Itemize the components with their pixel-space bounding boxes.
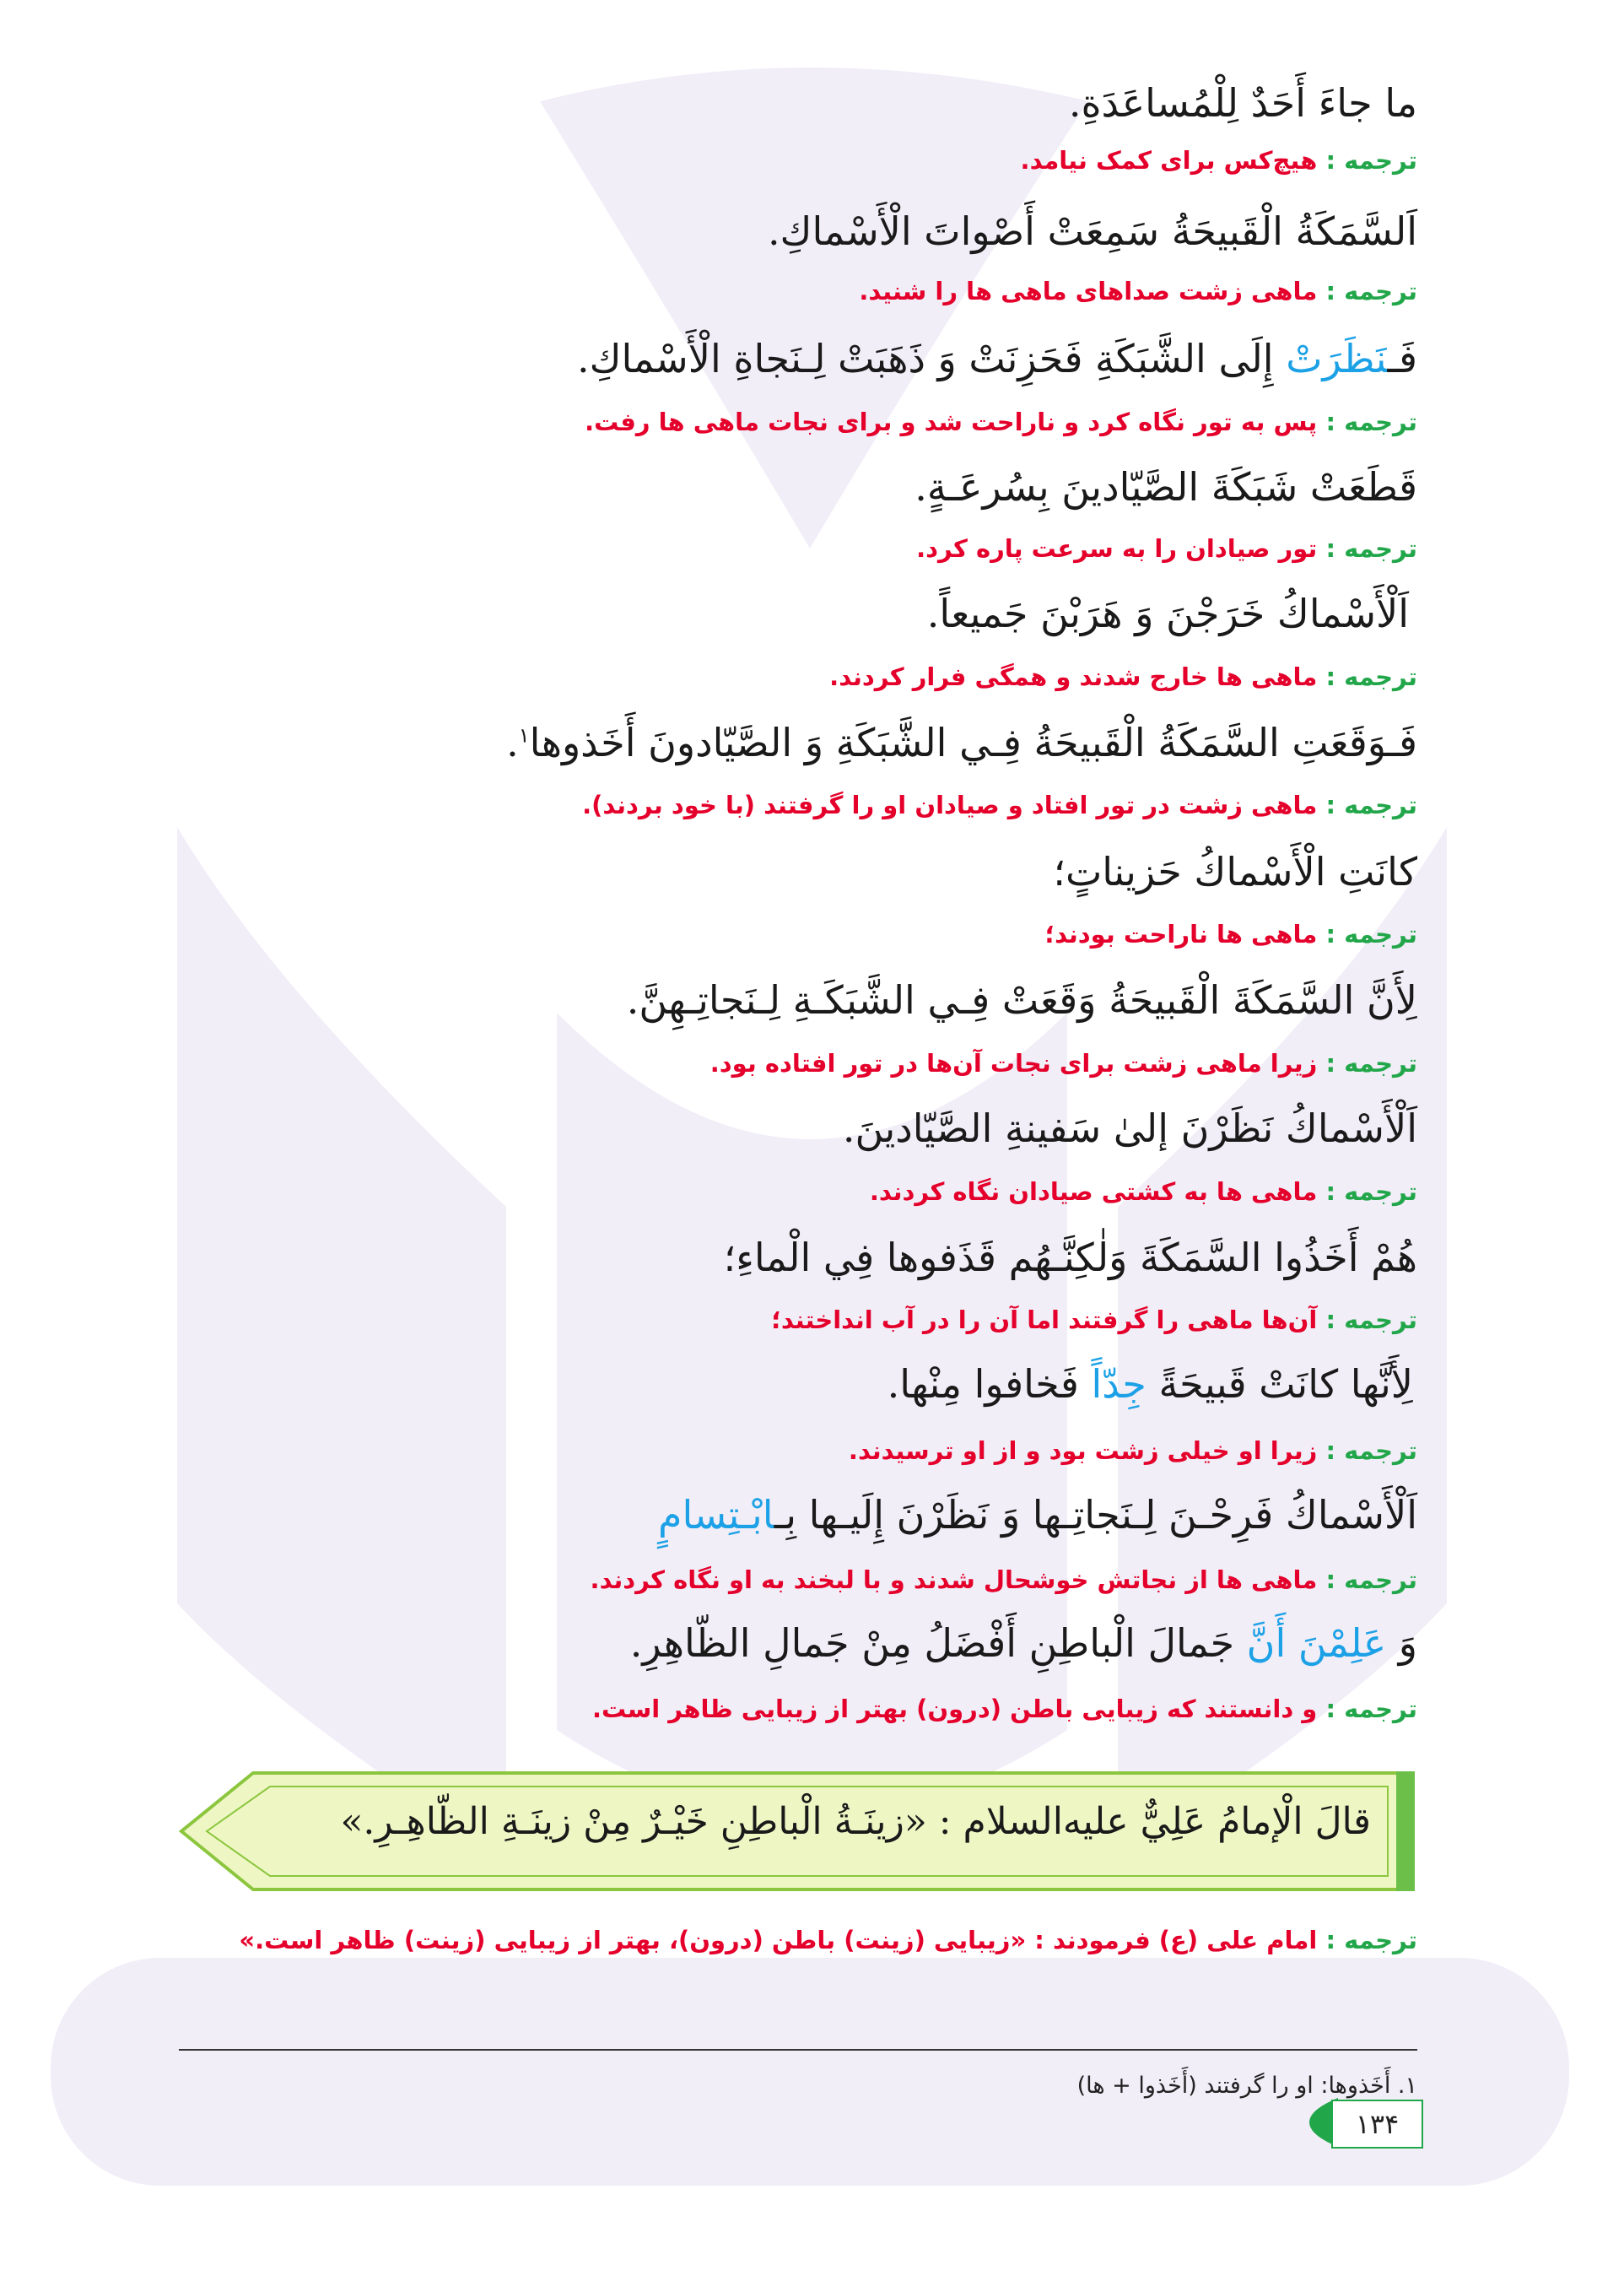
footnote-divider — [179, 2049, 1417, 2051]
translation-text: و دانستند که زیبایی باطن (درون) بهتر از زیبایی ظاهر است. — [592, 1695, 1318, 1723]
translation-11 — [849, 1436, 1417, 1466]
arabic-sentence-2: اَلسَّمَكَةُ الْقَبیحَةُ سَمِعَتْ أَصْواتَ الْأَسْماكِ. — [767, 208, 1417, 254]
footnote-marker: ۱ — [518, 723, 530, 748]
translation-text: آن‌ها ماهی را گرفتند اما آن را در آب انداختند؛ — [771, 1305, 1318, 1334]
highlighted-word: ابْـتِسامٍ — [658, 1492, 774, 1538]
arabic-text: . — [506, 720, 519, 765]
translation-label: ترجمه : — [1325, 534, 1417, 563]
translation-4 — [916, 534, 1417, 564]
arabic-text: إِلَی الشَّبَكَةِ فَحَزِنَتْ وَ ذَهَبَتْ لِـنَجاةِ الْأَسْماكِ. — [577, 336, 1287, 381]
translation-text: ماهی زشت در تور افتاد و صیادان او را گرفتند (با خود بردند). — [582, 791, 1318, 819]
translation-label: ترجمه : — [1325, 146, 1417, 175]
quote-translation — [239, 1926, 1417, 1955]
translation-7 — [1045, 920, 1417, 949]
translation-text: ماهی ها به کشتی صیادان نگاه کردند. — [869, 1177, 1318, 1206]
highlighted-word: جِدّاً — [1091, 1361, 1147, 1407]
translation-label: ترجمه : — [1325, 1305, 1417, 1334]
translation-text: ماهی ها از نجاتش خوشحال شدند و با لبخند به او نگاه کردند. — [590, 1565, 1318, 1594]
translation-label: ترجمه : — [1325, 408, 1417, 436]
translation-text: ماهی زشت صداهای ماهی ها را شنید. — [859, 277, 1318, 305]
translation-label: ترجمه : — [1325, 791, 1417, 819]
translation-text: زیرا ماهی زشت برای نجات آن‌ها در تور افتاده بود. — [709, 1049, 1318, 1078]
translation-3 — [585, 408, 1417, 437]
arabic-text: جَمالَ الْباطِنِ أَفْضَلُ مِنْ جَمالِ الظّاهِرِ. — [629, 1620, 1247, 1666]
translation-label: ترجمه : — [1325, 1436, 1417, 1465]
arabic-sentence-3 — [577, 336, 1417, 382]
footnote: ۱. أَخَذوها: او را گرفتند (أَخَذوا + ها) — [1076, 2073, 1417, 2099]
arabic-sentence-7: كانَتِ الْأَسْماكُ حَزیناتٍ؛ — [1053, 849, 1417, 895]
highlighted-word: نَظَرَتْ — [1286, 336, 1388, 381]
arabic-sentence-6 — [506, 720, 1417, 766]
translation-text: ماهی ها خارج شدند و همگی فرار کردند. — [829, 662, 1318, 691]
arabic-sentence-12 — [658, 1492, 1417, 1538]
translation-10 — [771, 1305, 1417, 1335]
arabic-sentence-4: قَطَعَتْ شَبَكَةَ الصَّیّادینَ بِسُرعَـةٍ. — [915, 464, 1417, 510]
translation-1 — [1021, 146, 1417, 176]
translation-6 — [582, 791, 1417, 820]
translation-12 — [591, 1565, 1417, 1595]
translation-text: زیرا او خیلی زشت بود و از او ترسیدند. — [848, 1436, 1318, 1465]
translation-label: ترجمه : — [1325, 1565, 1417, 1594]
imam-ali-quote: قالَ الْإمامُ عَلِيٌّ عليه‌السلام : «زینَـةُ الْباطِنِ خَیْـرٌ مِنْ زینَـةِ الظّاهِـرِ.» — [340, 1800, 1371, 1843]
translation-label: ترجمه : — [1325, 1049, 1417, 1078]
highlighted-word: عَلِمْنَ أَنَّ — [1246, 1620, 1387, 1666]
arabic-text: فَـ — [1387, 336, 1417, 381]
translation-label: ترجمه : — [1325, 662, 1417, 691]
arabic-sentence-5: اَلْأَسْماكُ خَرَجْنَ وَ هَرَبْنَ جَمیعاً. — [926, 591, 1409, 636]
arabic-sentence-10: هُمْ أَخَذُوا السَّمَكَةَ وَلٰكِنَّـهُم قَذَفوها فِي الْماءِ؛ — [723, 1235, 1417, 1280]
arabic-sentence-9: اَلْأَسْماكُ نَظَرْنَ إلیٰ سَفینةِ الصَّیّادینَ. — [842, 1105, 1417, 1151]
translation-text: تور صیادان را به سرعت پاره کرد. — [916, 534, 1318, 563]
translation-label: ترجمه : — [1325, 1926, 1417, 1954]
page-number: ۱۳۴ — [1331, 2100, 1423, 2149]
arabic-sentence-8: لِأَنَّ السَّمَكَةَ الْقَبیحَةُ وَقَعَتْ فِـي الشَّبَكَـةِ لِـنَجاتِـهِنَّ. — [626, 977, 1417, 1023]
translation-label: ترجمه : — [1325, 277, 1417, 305]
translation-text: ماهی ها ناراحت بودند؛ — [1044, 920, 1318, 949]
arabic-text: فَـوَقَعَتِ السَّمَكَةُ الْقَبیحَةُ فِـي الشَّبَكَةِ وَ الصَّیّادونَ أَخَذوها — [529, 720, 1417, 765]
arabic-text: وَ — [1386, 1620, 1417, 1666]
arabic-sentence-13 — [630, 1620, 1417, 1667]
translation-label: ترجمه : — [1325, 1177, 1417, 1206]
translation-text: امام علی (ع) فرمودند : «زیبایی (زینت) باطن (درون)، بهتر از زیبایی (زینت) ظاهر است.» — [239, 1926, 1318, 1954]
translation-8 — [710, 1049, 1417, 1078]
arabic-text: لِأَنَّها كانَتْ قَبیحَةً — [1146, 1361, 1413, 1407]
arabic-sentence-11 — [888, 1361, 1413, 1408]
translation-label: ترجمه : — [1325, 920, 1417, 949]
translation-5 — [829, 662, 1417, 692]
translation-label: ترجمه : — [1325, 1695, 1417, 1723]
translation-2 — [859, 277, 1417, 306]
arabic-text: فَخافوا مِنْها. — [887, 1361, 1092, 1407]
translation-9 — [870, 1177, 1417, 1207]
arabic-sentence-1: ما جاءَ أَحَدٌ لِلْمُساعَدَةِ. — [1068, 80, 1417, 126]
arabic-text: اَلْأَسْماكُ فَرِحْـنَ لِـنَجاتِـها وَ نَظَرْنَ إِلَیـها بِـ — [774, 1492, 1417, 1538]
translation-text: هیچ‌کس برای کمک نیامد. — [1020, 146, 1318, 175]
translation-text: پس به تور نگاه کرد و ناراحت شد و برای نجات ماهی ها رفت. — [585, 408, 1318, 436]
translation-13 — [592, 1695, 1417, 1724]
